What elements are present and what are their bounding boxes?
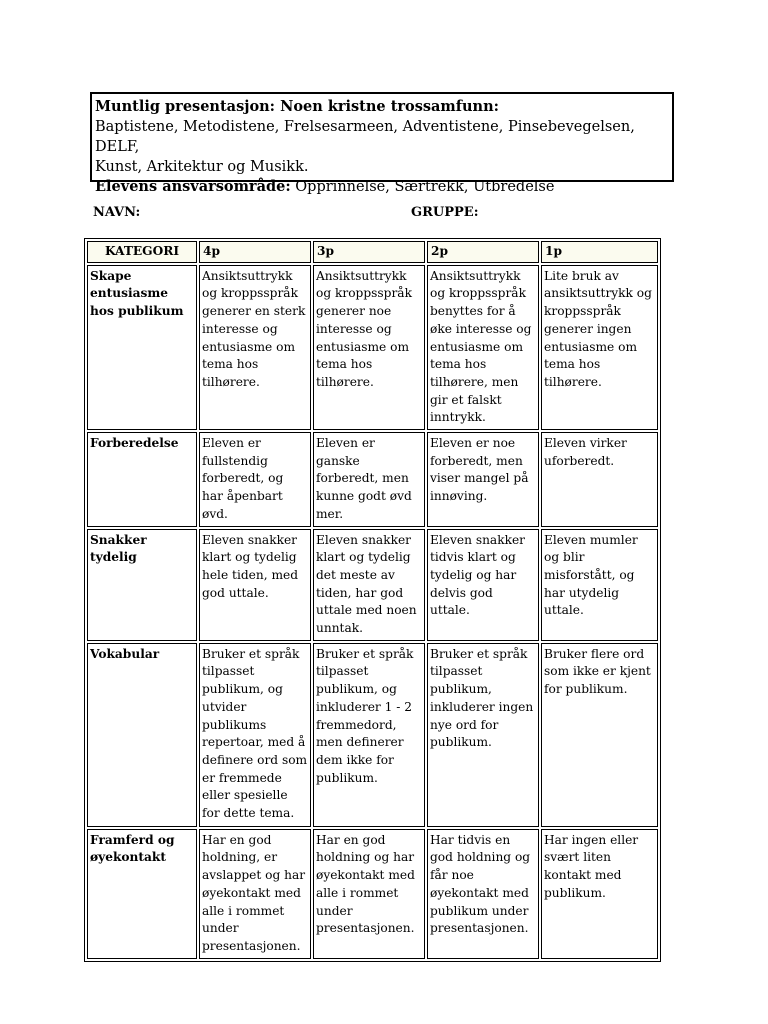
assessment-rubric-table bbox=[84, 238, 661, 962]
cell-3p: Har en god holdning og har øyekontakt med alle i rommet under presentasjonen. bbox=[313, 829, 425, 959]
cell-3p: Eleven er ganske forberedt, men kunne godt øvd mer. bbox=[313, 432, 425, 527]
table-row bbox=[87, 432, 658, 527]
cell-1p: Lite bruk av ansiktsuttrykk og kroppsspråk generer ingen entusiasme om tema hos tilhørere. bbox=[541, 265, 658, 430]
cell-4p: Eleven snakker klart og tydelig hele tiden, med god uttale. bbox=[199, 529, 311, 641]
cell-4p: Har en god holdning, er avslappet og har øyekontakt med alle i rommet under presentasjonen. bbox=[199, 829, 311, 959]
cell-1p: Har ingen eller svært liten kontakt med publikum. bbox=[541, 829, 658, 959]
cell-3p: Ansiktsuttrykk og kroppsspråk generer noe interesse og entusiasme om tema hos tilhørere. bbox=[313, 265, 425, 430]
cell-4p: Ansiktsuttrykk og kroppsspråk generer en sterk interesse og entusiasme om tema hos tilhørere. bbox=[199, 265, 311, 430]
cell-3p: Bruker et språk tilpasset publikum, og inkluderer 1 - 2 fremmedord, men definerer dem ikke for publikum. bbox=[313, 643, 425, 827]
cell-4p: Eleven er fullstendig forberedt, og har åpenbart øvd. bbox=[199, 432, 311, 527]
table-row bbox=[87, 829, 658, 959]
cell-2p: Eleven snakker tidvis klart og tydelig og har delvis god uttale. bbox=[427, 529, 539, 641]
row-category: Forberedelse bbox=[87, 432, 197, 527]
row-category: Vokabular bbox=[87, 643, 197, 827]
responsibility-value: Opprinnelse, Særtrekk, Utbredelse bbox=[290, 179, 555, 195]
name-label: NAVN: bbox=[93, 205, 141, 220]
cell-4p: Bruker et språk tilpasset publikum, og utvider publikums repertoar, med å definere ord som er fremmede eller spesielle for dette tema. bbox=[199, 643, 311, 827]
table-row bbox=[87, 643, 658, 827]
cell-1p: Eleven virker uforberedt. bbox=[541, 432, 658, 527]
topic-list-line-1: Baptistene, Metodistene, Frelsesarmeen, Adventistene, Pinsebevegelsen, DELF, bbox=[95, 119, 635, 155]
header-category: KATEGORI bbox=[87, 241, 197, 263]
header-3p: 3p bbox=[313, 241, 425, 263]
header-1p: 1p bbox=[541, 241, 658, 263]
row-category: Skape entusiasme hos publikum bbox=[87, 265, 197, 430]
cell-2p: Ansiktsuttrykk og kroppsspråk benyttes for å øke interesse og entusiasme om tema hos tilhørere, men gir et falskt inntrykk. bbox=[427, 265, 539, 430]
cell-2p: Har tidvis en god holdning og får noe øyekontakt med publikum under presentasjonen. bbox=[427, 829, 539, 959]
rubric-header-row bbox=[87, 241, 658, 263]
header-2p: 2p bbox=[427, 241, 539, 263]
assignment-title: Muntlig presentasjon: Noen kristne trossamfunn: bbox=[95, 98, 499, 115]
cell-1p: Bruker flere ord som ikke er kjent for publikum. bbox=[541, 643, 658, 827]
cell-3p: Eleven snakker klart og tydelig det meste av tiden, har god uttale med noen unntak. bbox=[313, 529, 425, 641]
responsibility-label: Elevens ansvarsområde: bbox=[95, 178, 291, 195]
table-row bbox=[87, 265, 658, 430]
group-label: GRUPPE: bbox=[411, 205, 479, 220]
row-category: Snakker tydelig bbox=[87, 529, 197, 641]
cell-1p: Eleven mumler og blir misforstått, og har utydelig uttale. bbox=[541, 529, 658, 641]
table-row bbox=[87, 529, 658, 641]
header-4p: 4p bbox=[199, 241, 311, 263]
topic-list-line-2: Kunst, Arkitektur og Musikk. bbox=[95, 159, 309, 175]
row-category: Framferd og øyekontakt bbox=[87, 829, 197, 959]
assignment-header-box bbox=[90, 92, 674, 195]
cell-2p: Bruker et språk tilpasset publikum, inkluderer ingen nye ord for publikum. bbox=[427, 643, 539, 827]
cell-2p: Eleven er noe forberedt, men viser mangel på innøving. bbox=[427, 432, 539, 527]
responsibility-line bbox=[95, 177, 669, 197]
